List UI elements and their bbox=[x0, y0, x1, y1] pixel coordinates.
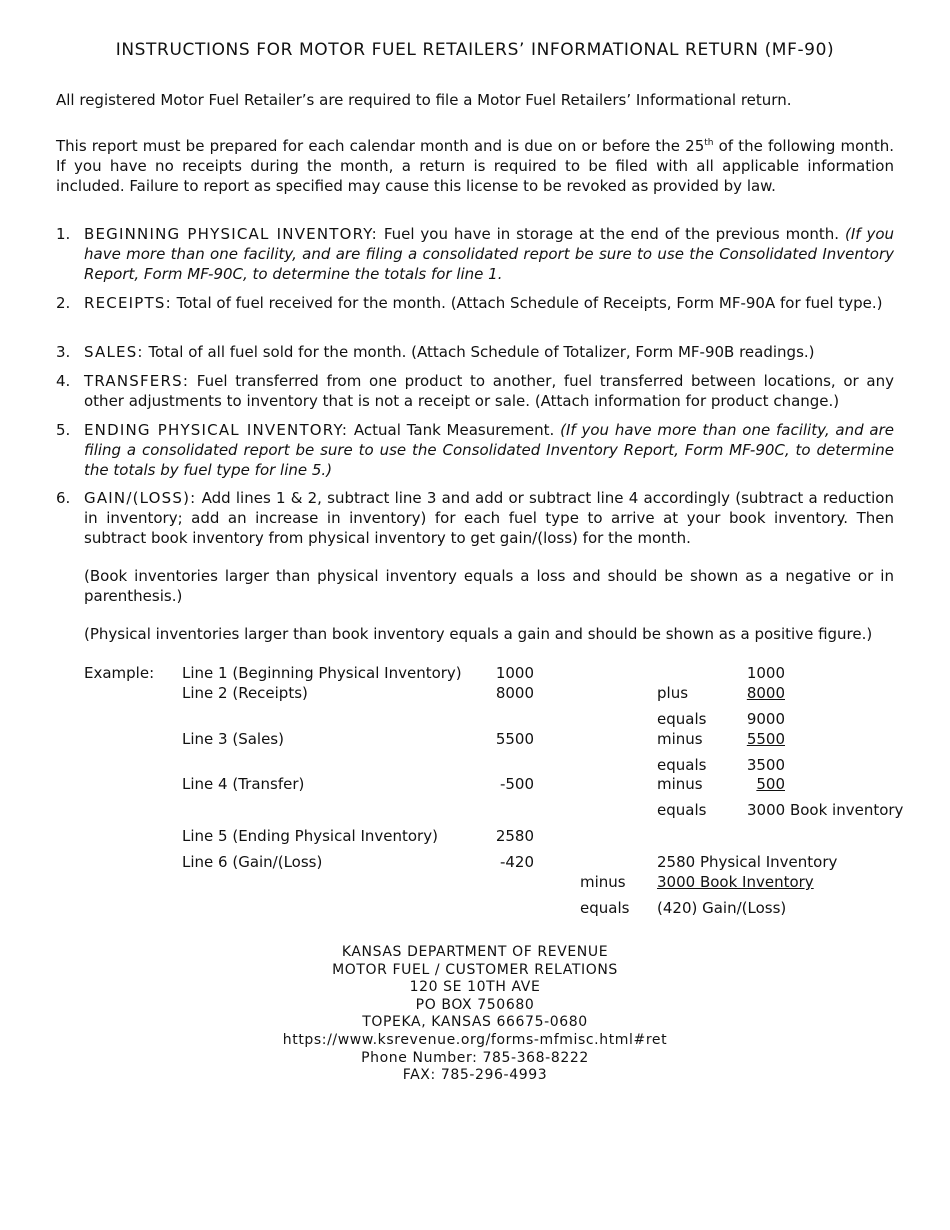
instruction-item-2 bbox=[56, 293, 894, 313]
item-text: Total of fuel received for the month. (Attach Schedule of Receipts, Form MF-90A for fuel type.) bbox=[171, 294, 883, 312]
calc-operator: minus bbox=[580, 873, 626, 891]
calc-operator: equals bbox=[657, 756, 707, 774]
due-date-paragraph bbox=[56, 136, 894, 196]
calc-operator: equals bbox=[580, 899, 630, 917]
agency-name: KANSAS DEPARTMENT OF REVENUE bbox=[341, 944, 609, 960]
calc-book-inventory-subtract: 3000 Book Inventory bbox=[657, 873, 814, 891]
example-line-4-name: Line 4 (Transfer) bbox=[182, 775, 305, 793]
example-line-2-value: 8000 bbox=[495, 684, 534, 702]
item-note: (If you have more than one facility, and are filing a consolidated report be sure to use the Consolidated Inventory Report, Form MF-90C, to determine the totals by fuel type for line 5.) bbox=[84, 421, 894, 479]
example-line-1-name: Line 1 (Beginning Physical Inventory) bbox=[182, 664, 462, 682]
item-number: 2. bbox=[56, 294, 71, 312]
instruction-item-6 bbox=[56, 488, 894, 548]
item-number: 5. bbox=[56, 421, 71, 439]
example-line-1-value: 1000 bbox=[495, 664, 534, 682]
item-number: 4. bbox=[56, 372, 71, 390]
instruction-item-5 bbox=[56, 420, 894, 480]
example-label: Example: bbox=[84, 664, 155, 682]
forms-url: https://www.ksrevenue.org/forms-mfmisc.html#ret bbox=[282, 1031, 668, 1048]
ordinal-suffix: th bbox=[704, 138, 714, 148]
calc-physical-inventory: 2580 Physical Inventory bbox=[657, 853, 838, 871]
item-note: (If you have more than one facility, and are filing a consolidated report be sure to use the Consolidated Inventory Report, Form MF-90C, to determine the totals for line 1. bbox=[84, 225, 895, 283]
example-line-2-name: Line 2 (Receipts) bbox=[182, 684, 308, 702]
item-text: Fuel transferred from one product to another, fuel transferred between locations, or any other adjustments to inventory that is not a receipt or sale. (Attach information for product change.) bbox=[84, 372, 894, 410]
calc-operand: 8000 bbox=[746, 684, 785, 702]
example-line-5-name: Line 5 (Ending Physical Inventory) bbox=[182, 827, 438, 845]
instruction-item-4 bbox=[56, 371, 894, 411]
calc-operator: equals bbox=[657, 801, 707, 819]
item-label: RECEIPTS: bbox=[84, 294, 172, 312]
item-label: GAIN/(LOSS): bbox=[84, 489, 197, 507]
agency-address-block bbox=[0, 944, 950, 1085]
due-date-text-rest: of the following month. If you have no receipts during the month, a return is required to be filed with all applicable information included. Failure to report as specified may cause this license to be revoked as provided by law. bbox=[56, 137, 894, 195]
gain-note: (Physical inventories larger than book inventory equals a gain and should be shown as a positive figure.) bbox=[84, 625, 873, 643]
calc-result: 9000 bbox=[746, 710, 785, 728]
calc-operator: minus bbox=[657, 730, 703, 748]
phone-number: Phone Number: 785-368-8222 bbox=[361, 1049, 589, 1066]
item-text: Actual Tank Measurement. bbox=[348, 421, 561, 439]
example-line-6-value: -420 bbox=[499, 853, 534, 871]
calc-start-value: 1000 bbox=[746, 664, 785, 682]
item-label: BEGINNING PHYSICAL INVENTORY: bbox=[84, 225, 378, 243]
item-text: Fuel you have in storage at the end of the previous month. bbox=[377, 225, 845, 243]
item-number: 1. bbox=[56, 225, 71, 243]
item-text: Total of all fuel sold for the month. (Attach Schedule of Totalizer, Form MF-90B readings.) bbox=[143, 343, 815, 361]
item-number: 3. bbox=[56, 343, 71, 361]
example-line-5-value: 2580 bbox=[495, 827, 534, 845]
calc-operator: equals bbox=[657, 710, 707, 728]
agency-division: MOTOR FUEL / CUSTOMER RELATIONS bbox=[332, 961, 618, 978]
po-box: PO BOX 750680 bbox=[415, 996, 535, 1013]
calc-operand: 500 bbox=[756, 775, 785, 793]
item-number: 6. bbox=[56, 489, 71, 507]
city-state-zip: TOPEKA, KANSAS 66675-0680 bbox=[362, 1014, 588, 1031]
example-line-6-name: Line 6 (Gain/(Loss) bbox=[182, 853, 323, 871]
item-text: Add lines 1 & 2, subtract line 3 and add or subtract line 4 accordingly (subtract a reduction in inventory; add an increase in inventory) for each fuel type to arrive at your book inventory. Then subtract book inventory from physical inventory to get gain/(loss) for the month. bbox=[84, 489, 894, 547]
street-address: 120 SE 10TH AVE bbox=[409, 979, 541, 996]
item-label: SALES: bbox=[84, 343, 144, 361]
example-line-3-name: Line 3 (Sales) bbox=[182, 730, 284, 748]
instruction-item-1 bbox=[56, 224, 894, 284]
calc-operator: minus bbox=[657, 775, 703, 793]
fax-number: FAX: 785-296-4993 bbox=[402, 1067, 548, 1084]
loss-note: (Book inventories larger than physical inventory equals a loss and should be shown as a negative or in parenthesis.) bbox=[84, 567, 894, 605]
page-title: INSTRUCTIONS FOR MOTOR FUEL RETAILERS’ INFORMATIONAL RETURN (MF-90) bbox=[115, 40, 835, 60]
instruction-item-3 bbox=[56, 342, 894, 362]
calc-gain-loss-result: (420) Gain/(Loss) bbox=[657, 899, 787, 917]
calc-result: 3500 bbox=[746, 756, 785, 774]
item-label: TRANSFERS: bbox=[84, 372, 190, 390]
calc-operand: 5500 bbox=[746, 730, 785, 748]
example-line-3-value: 5500 bbox=[495, 730, 534, 748]
example-line-4-value: -500 bbox=[499, 775, 534, 793]
calc-book-inventory: 3000 Book inventory bbox=[747, 801, 904, 819]
calc-operator: plus bbox=[657, 684, 689, 702]
item-label: ENDING PHYSICAL INVENTORY: bbox=[84, 421, 349, 439]
due-date-text: This report must be prepared for each calendar month and is due on or before the 25 bbox=[56, 137, 705, 155]
intro-paragraph: All registered Motor Fuel Retailer’s are required to file a Motor Fuel Retailers’ Informational return. bbox=[56, 91, 792, 109]
